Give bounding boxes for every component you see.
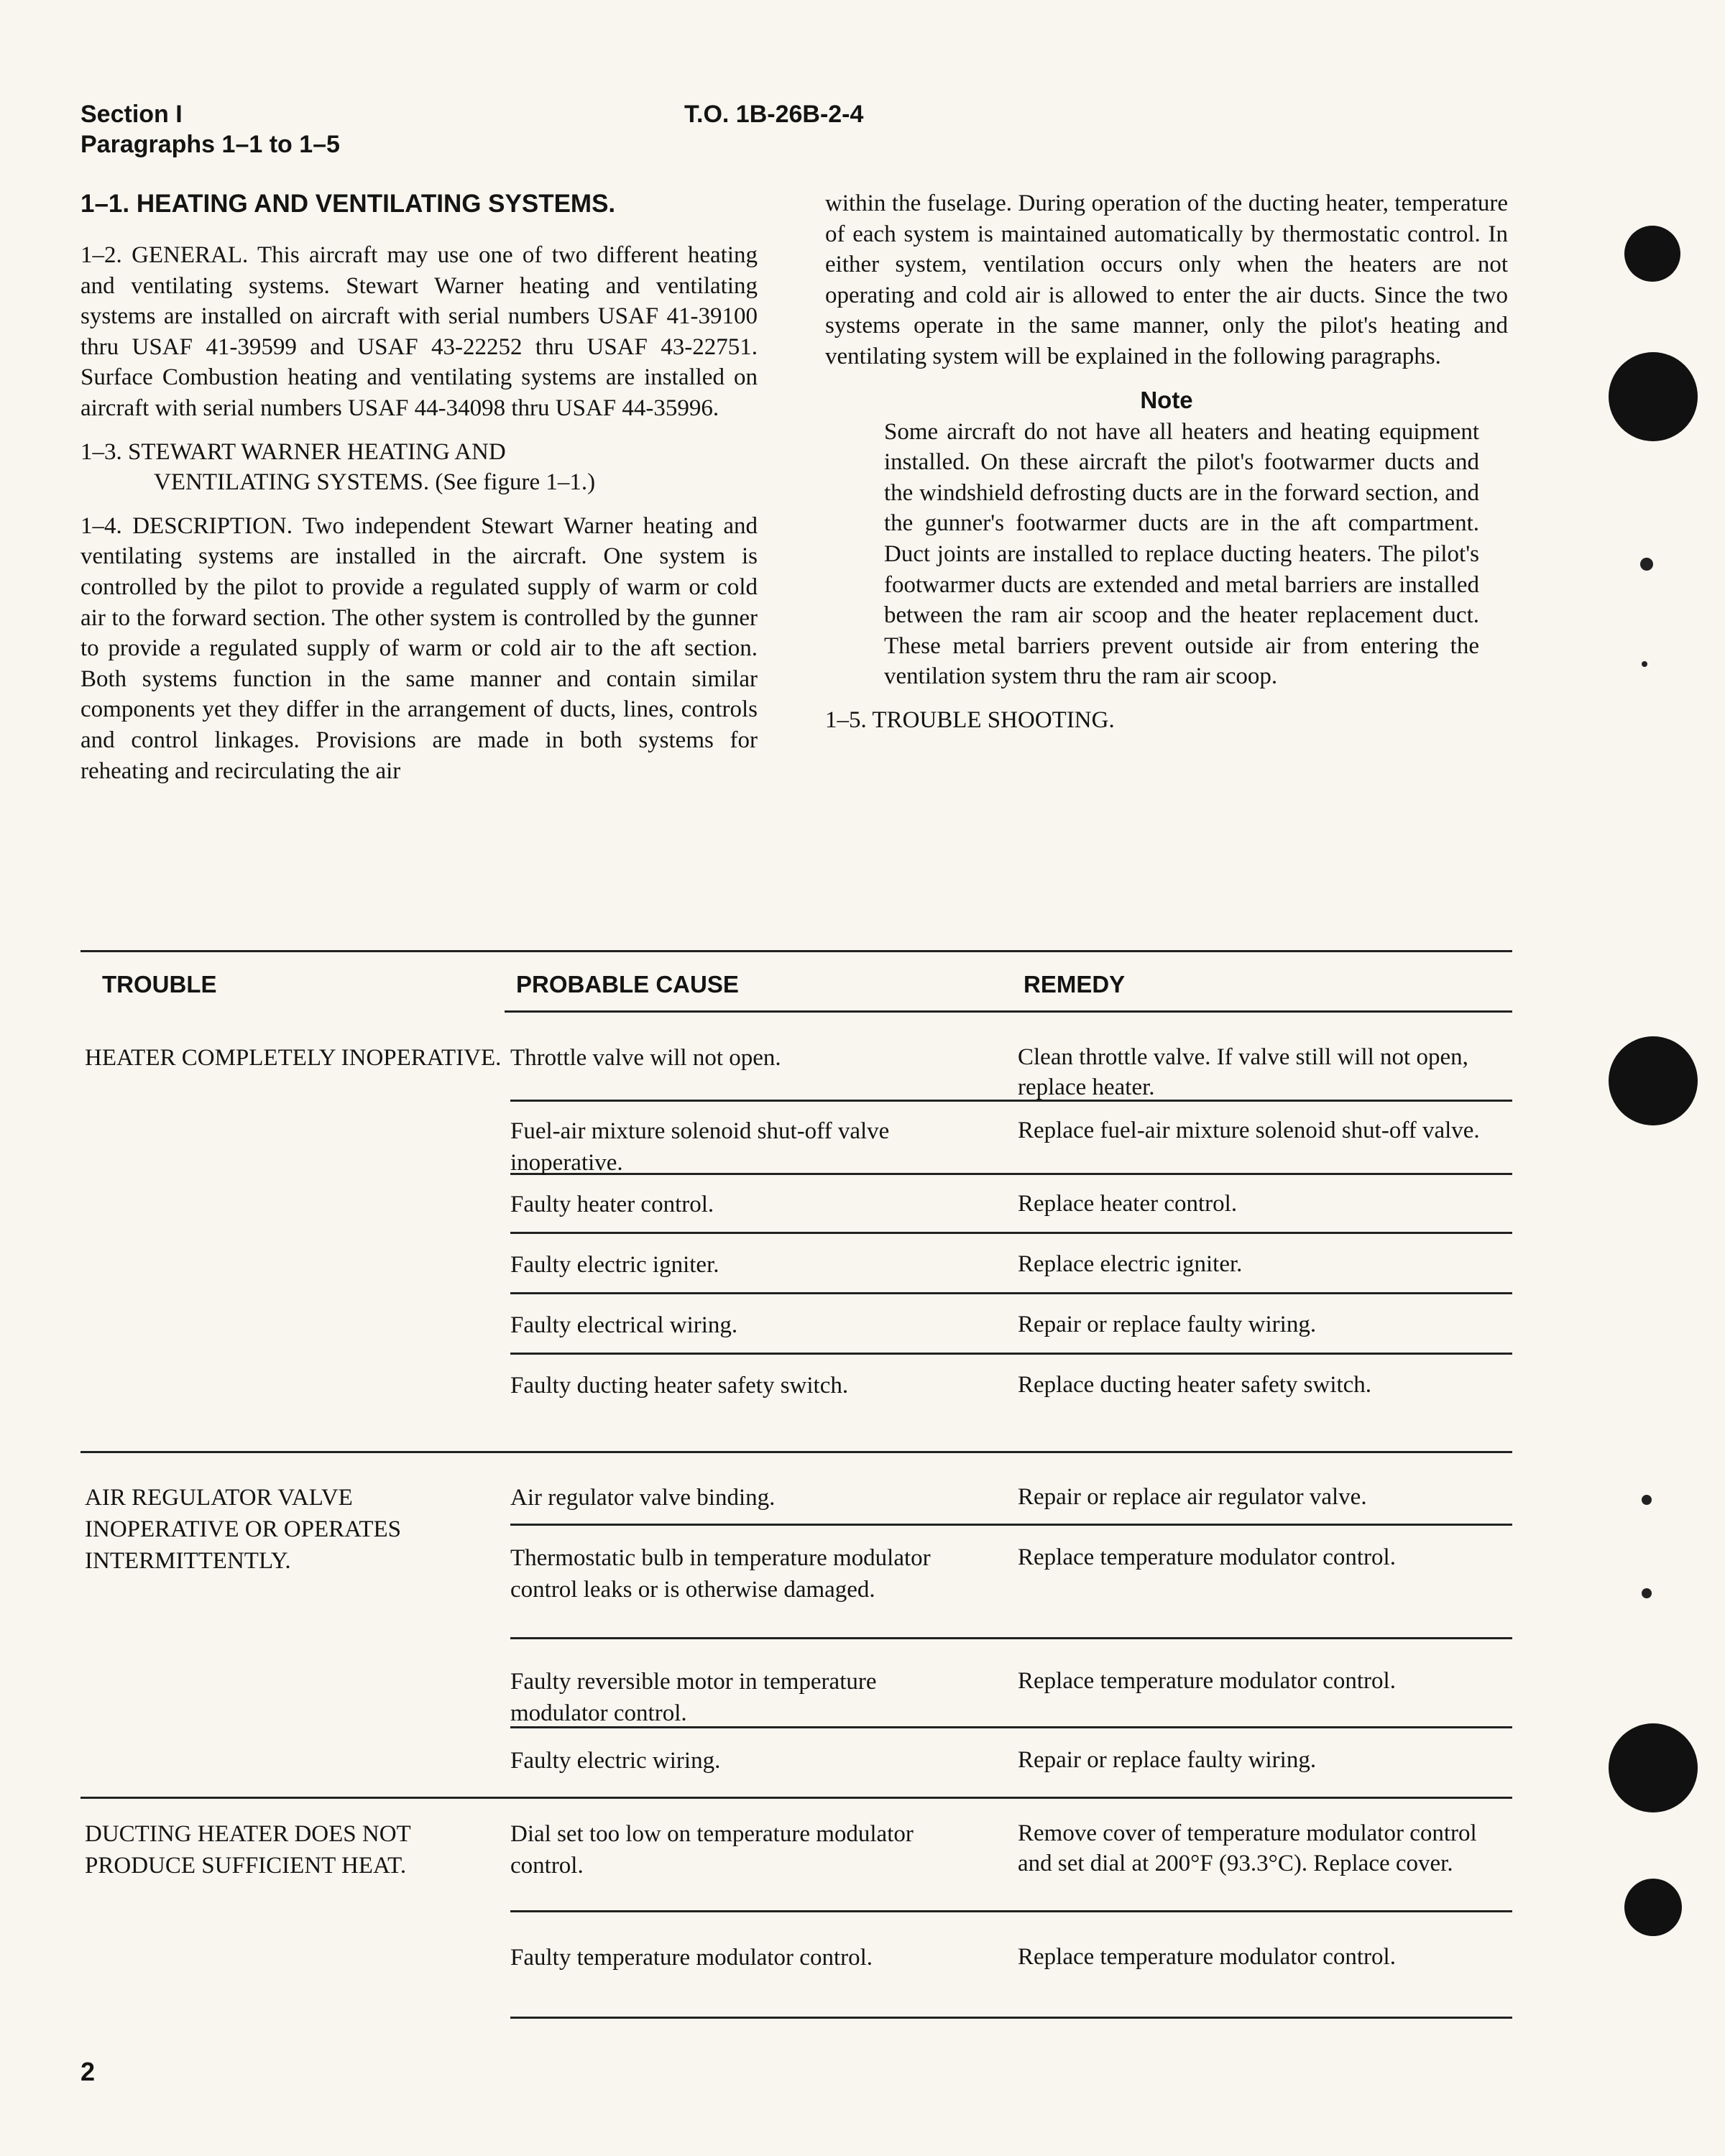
section-heading: 1–1. HEATING AND VENTILATING SYSTEMS. xyxy=(80,190,616,218)
remedy: Replace electric igniter. xyxy=(1018,1251,1243,1277)
probable-cause: Air regulator valve binding. xyxy=(510,1485,776,1511)
table-row xyxy=(510,1666,1512,1728)
paragraph-1-3-line2: VENTILATING SYSTEMS. (See figure 1–1.) xyxy=(154,469,596,496)
table-top-rule xyxy=(80,950,1512,952)
remedy: Replace fuel-air mixture solenoid shut-off valve. xyxy=(1018,1118,1480,1143)
scan-speck xyxy=(1642,1588,1652,1598)
trouble-text: AIR REGULATOR VALVE INOPERATIVE OR OPERATES INTERMITTENTLY. xyxy=(85,1485,402,1574)
group-divider xyxy=(80,1797,1512,1799)
note-text: Some aircraft do not have all heaters and heating equipment installed. On these aircraft the pilot's footwarmer ducts and the windshield defrosting ducts are in the forward section, and the gunner's footwarmer ducts are in the aft compartment. Duct joints are installed to replace ducting heaters. The pilot's footwarmer ducts are extended and metal barriers are installed between the ram air scoop and the heater replacement duct. These metal barriers prevent outside air from entering the ventilation system thru the ram air scoop. xyxy=(884,418,1479,690)
remedy: Repair or replace faulty wiring. xyxy=(1018,1747,1317,1773)
paragraph-trouble-shooting: 1–5. TROUBLE SHOOTING. xyxy=(825,706,1115,733)
trouble-text: DUCTING HEATER DOES NOT PRODUCE SUFFICIENT HEAT. xyxy=(85,1821,411,1879)
probable-cause: Faulty electric wiring. xyxy=(510,1748,721,1774)
scan-speck xyxy=(1642,1495,1652,1505)
table-row xyxy=(510,1542,1512,1639)
paragraph-continued: within the fuselage. During operation of the ducting heater, temperature of each system is maintained automatically by thermostatic control. In either system, ventilation occurs only when the heaters are not operating and cold air is allowed to enter the air ducts. Since the two systems operate in the same manner, only the pilot's heating and ventilating system will be explained in the following paragraphs. xyxy=(825,190,1508,369)
punch-hole xyxy=(1624,1879,1682,1936)
probable-cause: Faulty ducting heater safety switch. xyxy=(510,1373,849,1399)
remedy: Repair or replace air regulator valve. xyxy=(1018,1484,1367,1510)
remedy: Replace temperature modulator control. xyxy=(1018,1544,1396,1570)
remedy: Replace temperature modulator control. xyxy=(1018,1668,1396,1694)
technical-order-number: T.O. 1B-26B-2-4 xyxy=(684,101,864,128)
probable-cause: Faulty heater control. xyxy=(510,1192,714,1217)
paragraph-general: 1–2. GENERAL. This aircraft may use one of two different heating and ventilating systems. Stewart Warner heating and ventilating systems are installed on aircraft with serial numbers USAF 41-39100 thru USAF 41-39599 and USAF 43-22252 thru USAF 43-22751. Surface Combustion heating and ventilating systems are installed on aircraft with serial numbers USAF 44-34098 thru USAF 44-35996. xyxy=(80,242,758,421)
paragraph-description: 1–4. DESCRIPTION. Two independent Stewart Warner heating and ventilating systems are installed in the aircraft. One system is controlled by the pilot to provide a regulated supply of warm or cold air to the forward section. The other system is controlled by the gunner to provide a regulated supply of warm or cold air to the aft section. Both systems function in the same manner and contain similar components yet they differ in the arrangement of ducts, lines, controls and control linkages. Provisions are made in both systems for reheating and recirculating the air xyxy=(80,512,758,784)
punch-hole xyxy=(1624,226,1680,282)
probable-cause: Faulty temperature modulator control. xyxy=(510,1945,873,1971)
paragraph-1-3-line1: 1–3. STEWART WARNER HEATING AND xyxy=(80,438,506,465)
table-row xyxy=(510,1942,1512,2019)
left-column xyxy=(80,188,758,799)
group-divider xyxy=(80,1451,1512,1453)
scan-speck xyxy=(1640,558,1653,571)
header-remedy: REMEDY xyxy=(1024,971,1126,998)
table-row xyxy=(510,1745,1512,1788)
probable-cause: Faulty electric igniter. xyxy=(510,1252,719,1278)
remedy: Remove cover of temperature modulator control and set dial at 200°F (93.3°C). Replace cover. xyxy=(1018,1820,1477,1876)
remedy: Clean throttle valve. If valve still will not open, replace heater. xyxy=(1018,1044,1468,1100)
trouble-text: HEATER COMPLETELY INOPERATIVE. xyxy=(85,1045,502,1071)
remedy: Replace heater control. xyxy=(1018,1191,1238,1217)
right-column xyxy=(825,188,1508,749)
page-header-left xyxy=(80,99,340,160)
table-row xyxy=(510,1249,1512,1294)
probable-cause: Dial set too low on temperature modulator control. xyxy=(510,1821,914,1879)
table-row xyxy=(510,1482,1512,1526)
remedy: Replace temperature modulator control. xyxy=(1018,1944,1396,1970)
punch-hole xyxy=(1609,1723,1698,1812)
punch-hole xyxy=(1609,1036,1698,1125)
table-row xyxy=(510,1115,1512,1175)
scan-speck xyxy=(1642,661,1647,667)
header-probable-cause: PROBABLE CAUSE xyxy=(516,971,739,998)
header-rule xyxy=(505,1010,1512,1013)
table-row xyxy=(510,1370,1512,1434)
paragraphs-label: Paragraphs 1–1 to 1–5 xyxy=(80,131,340,158)
punch-hole xyxy=(1609,352,1698,441)
table-row xyxy=(510,1042,1512,1102)
note-title: Note xyxy=(1140,386,1193,413)
header-trouble: TROUBLE xyxy=(102,971,217,998)
probable-cause: Thermostatic bulb in temperature modulator control leaks or is otherwise damaged. xyxy=(510,1545,931,1603)
probable-cause: Faulty electrical wiring. xyxy=(510,1312,738,1338)
table-row xyxy=(510,1189,1512,1234)
table-row xyxy=(510,1309,1512,1355)
section-label: Section I xyxy=(80,101,183,128)
probable-cause: Fuel-air mixture solenoid shut-off valve inoperative. xyxy=(510,1118,890,1176)
remedy: Replace ducting heater safety switch. xyxy=(1018,1372,1372,1398)
page-number: 2 xyxy=(80,2057,96,2086)
probable-cause: Throttle valve will not open. xyxy=(510,1045,781,1071)
remedy: Repair or replace faulty wiring. xyxy=(1018,1312,1317,1337)
probable-cause: Faulty reversible motor in temperature modulator control. xyxy=(510,1669,877,1726)
paragraph-1-3-heading xyxy=(80,437,758,498)
table-row xyxy=(510,1818,1512,1912)
